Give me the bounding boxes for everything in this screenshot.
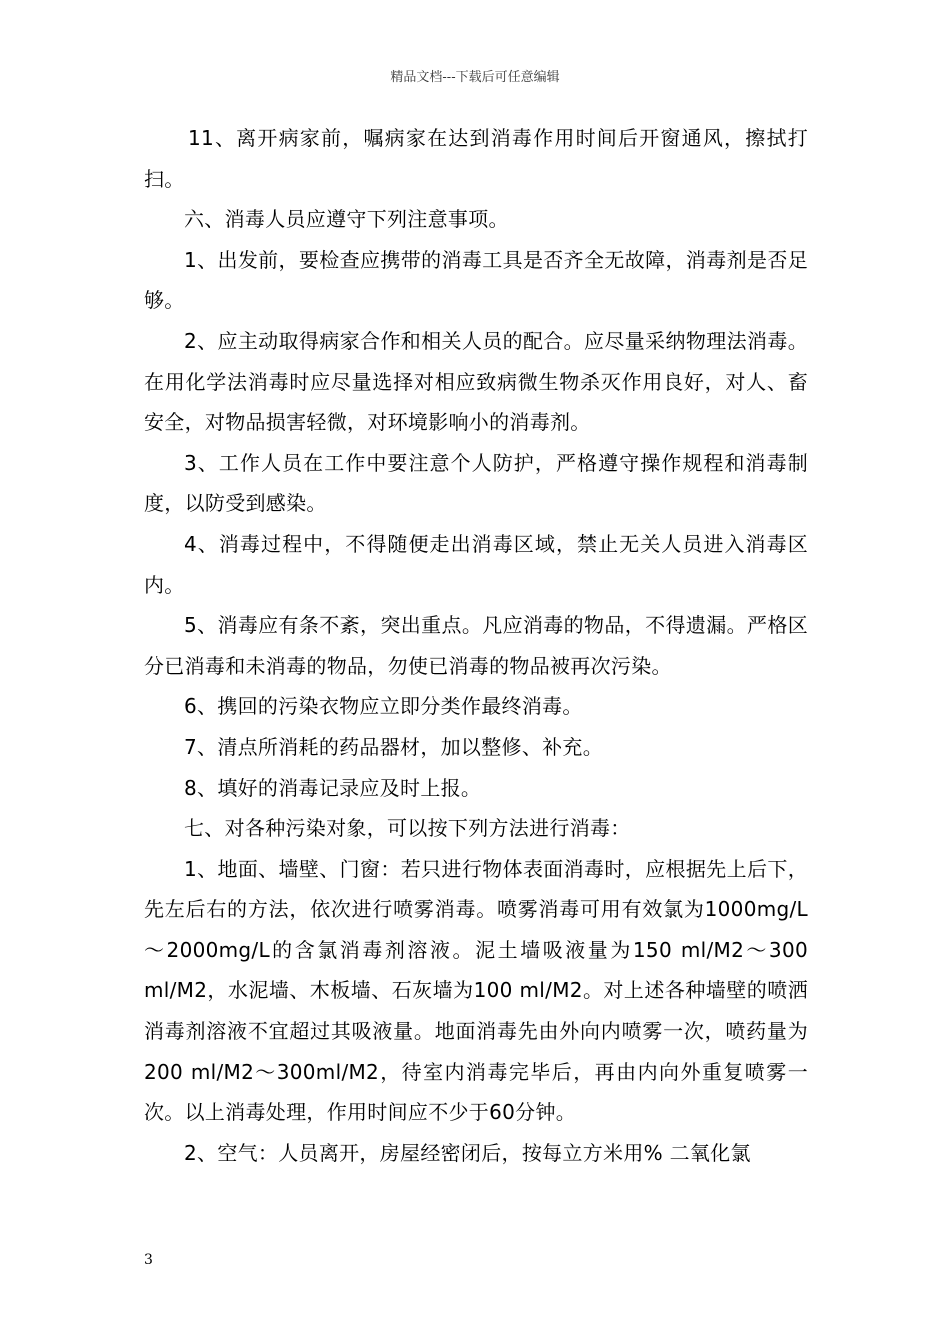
paragraph-air: 2、空气：人员离开，房屋经密闭后，按每立方米用% 二氧化氯	[184, 1140, 751, 1165]
paragraph-walls-floors: 1、地面、墙壁、门窗：若只进行物体表面消毒时，应根据先上后下，先左后右的方法，依次进行喷雾消毒。喷雾消毒可用有效氯为1000mg/L～2000mg/L的含氯消毒剂溶液。泥土墙吸液量为150 ml/M2～300 ml/M2，水泥墙、木板墙、石灰墙为100 ml/M2。对上述各种墙壁的喷洒消毒剂溶液不宜超过其吸液量。地面消毒先由外向内喷雾一次，喷药量为200 ml/M2～300ml/M2，待室内消毒完毕后，再由内向外重复喷雾一次。以上消毒处理，作用时间应不少于60分钟。	[144, 856, 808, 1125]
page-number: 3	[144, 1252, 153, 1268]
paragraph-item-11: 11、离开病家前，嘱病家在达到消毒作用时间后开窗通风，擦拭打扫。	[144, 126, 808, 191]
paragraph-item-3: 3、工作人员在工作中要注意个人防护，严格遵守操作规程和消毒制度，以防受到感染。	[144, 450, 808, 516]
paragraph-item-8: 8、填好的消毒记录应及时上报。	[184, 775, 482, 800]
paragraph-item-2: 2、应主动取得病家合作和相关人员的配合。应尽量采纳物理法消毒。在用化学法消毒时应尽量选择对相应致病微生物杀灭作用良好，对人、畜安全，对物品损害轻微，对环境影响小的消毒剂。	[144, 328, 808, 435]
page-header: 精品文档---下载后可任意编辑	[390, 70, 560, 85]
section-heading-7: 七、对各种污染对象，可以按下列方法进行消毒：	[184, 816, 631, 841]
document-body	[144, 118, 808, 1173]
paragraph-item-1: 1、出发前，要检查应携带的消毒工具是否齐全无故障，消毒剂是否足够。	[144, 247, 808, 313]
paragraph-item-6: 6、携回的污染衣物应立即分类作最终消毒。	[184, 694, 583, 719]
paragraph-item-4: 4、消毒过程中，不得随便走出消毒区域，禁止无关人员进入消毒区内。	[144, 531, 808, 597]
section-heading-6: 六、消毒人员应遵守下列注意事项。	[184, 207, 509, 232]
paragraph-item-7: 7、清点所消耗的药品器材，加以整修、补充。	[184, 734, 604, 759]
paragraph-item-5: 5、消毒应有条不紊，突出重点。凡应消毒的物品，不得遗漏。严格区分已消毒和未消毒的物品，勿使已消毒的物品被再次污染。	[144, 613, 808, 678]
